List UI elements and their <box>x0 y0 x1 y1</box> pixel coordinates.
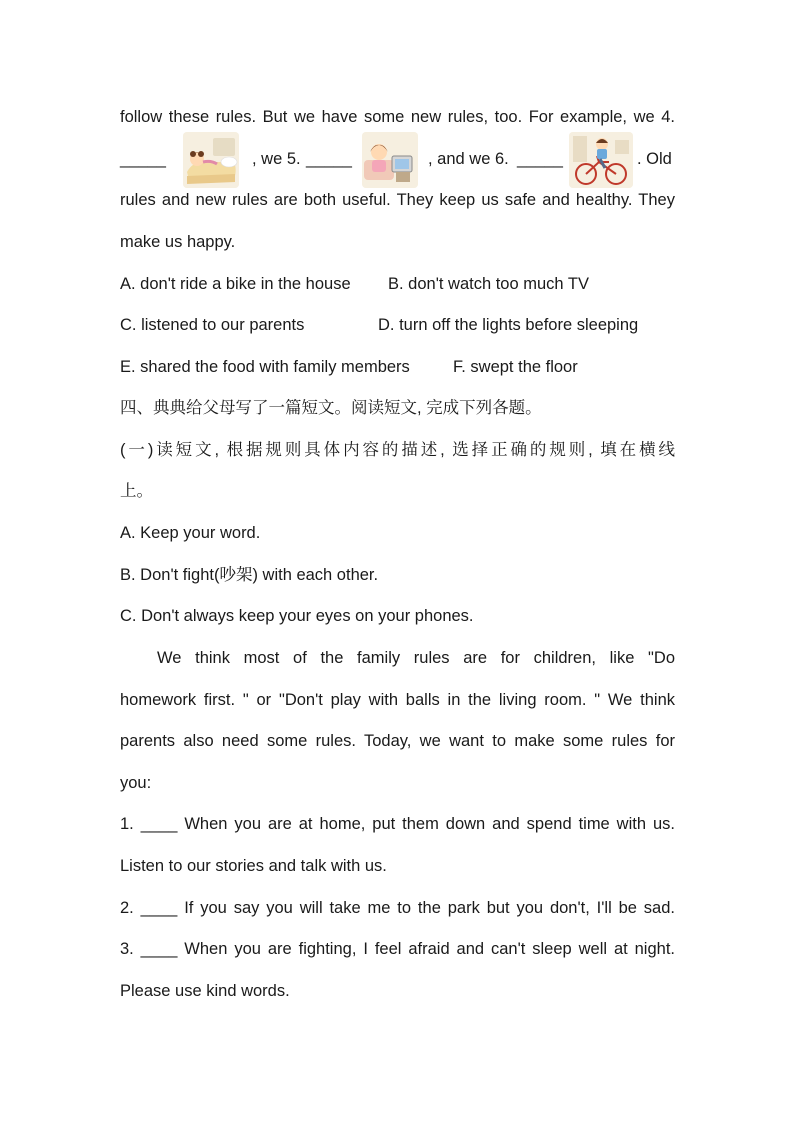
sub-instruction-line-1: (一)读短文, 根据规则具体内容的描述, 选择正确的规则, 填在横线 <box>120 441 675 459</box>
section-heading: 四、典典给父母写了一篇短文。阅读短文, 完成下列各题。 <box>120 399 542 417</box>
blank-4: _____ <box>120 150 166 168</box>
option-row-1 <box>120 270 675 298</box>
child-riding-bike-picture <box>569 132 633 188</box>
passage-line-3: rules and new rules are both useful. They keep us safe and healthy. They <box>120 191 675 209</box>
sub-instruction-line-2: 上。 <box>120 482 153 500</box>
tv-icon <box>362 132 418 188</box>
option-c: C. listened to our parents <box>120 316 305 334</box>
rule-b: B. Don't fight(吵架) with each other. <box>120 566 379 584</box>
passage-text-old: . Old <box>637 150 672 168</box>
paragraph-line-4: you: <box>120 774 152 792</box>
child-watching-tv-picture <box>362 132 418 188</box>
paragraph-line-2: homework first. " or "Don't play with balls in the living room. " We think <box>120 691 675 709</box>
question-2: 2. ____ If you say you will take me to the park but you don't, I'll be sad. <box>120 899 675 917</box>
bed-icon <box>183 132 239 188</box>
option-row-3 <box>120 353 675 381</box>
passage-text-and-we-6: , and we 6. <box>428 150 509 168</box>
passage-line-1: follow these rules. But we have some new rules, too. For example, we 4. <box>120 108 675 126</box>
option-row-2 <box>120 311 675 339</box>
option-a: A. don't ride a bike in the house <box>120 275 351 293</box>
question-3-line-2: Please use kind words. <box>120 982 290 1000</box>
child-sleeping-picture <box>183 132 239 188</box>
question-1-line-2: Listen to our stories and talk with us. <box>120 857 387 875</box>
blank-5: _____ <box>306 150 352 168</box>
blank-6: _____ <box>517 150 563 168</box>
passage-text-we-5: , we 5. <box>252 150 301 168</box>
option-b: B. don't watch too much TV <box>388 275 589 293</box>
passage-line-4: make us happy. <box>120 233 236 251</box>
question-1-line-1: 1. ____ When you are at home, put them down and spend time with us. <box>120 815 675 833</box>
option-f: F. swept the floor <box>453 358 578 376</box>
option-d: D. turn off the lights before sleeping <box>378 316 639 334</box>
paragraph-line-3: parents also need some rules. Today, we want to make some rules for <box>120 732 675 750</box>
question-3-line-1: 3. ____ When you are fighting, I feel afraid and can't sleep well at night. <box>120 940 675 958</box>
paragraph-line-1: We think most of the family rules are for children, like "Do <box>157 649 675 667</box>
rule-a: A. Keep your word. <box>120 524 261 542</box>
option-e: E. shared the food with family members <box>120 358 410 376</box>
bike-icon <box>569 132 633 188</box>
rule-c: C. Don't always keep your eyes on your phones. <box>120 607 474 625</box>
